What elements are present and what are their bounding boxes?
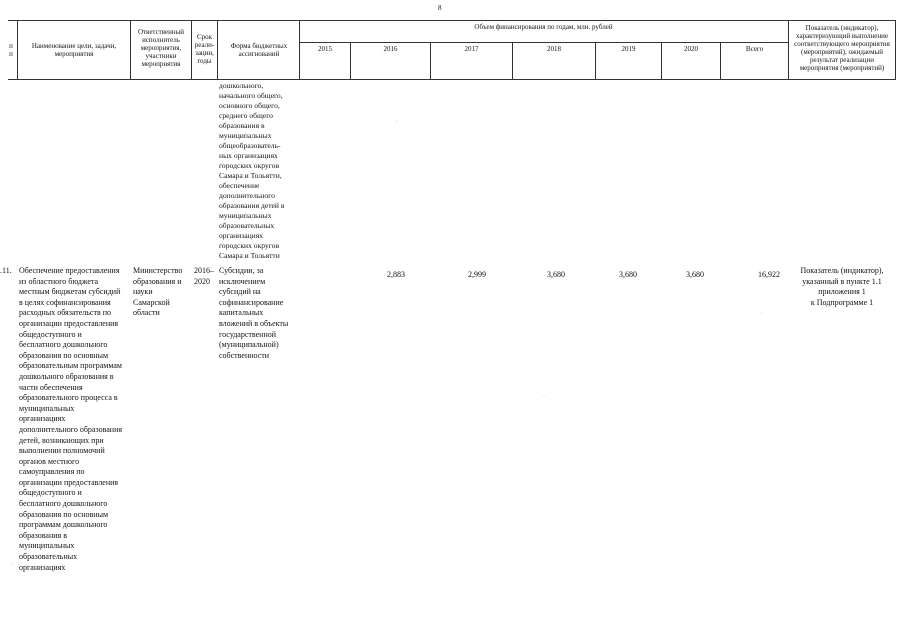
header-col-period: Срок реали-зации, годы bbox=[194, 33, 215, 65]
funding-subheader-line bbox=[299, 42, 788, 43]
header-col-indicator: Показатель (индикатор), характеризующий выполнение соответствующего мероприятия (мероприятий), ожидаемый результат реализации мероприятия (мероприятий) bbox=[794, 24, 890, 72]
header-funding-title: Объем финансирования по годам, млн. рублей bbox=[474, 23, 613, 31]
header-year-2016: 2016 bbox=[383, 45, 398, 53]
row-number: .11. bbox=[0, 266, 12, 275]
header-bottom-border bbox=[8, 79, 896, 80]
scan-speck: · bbox=[543, 394, 545, 400]
row-name: Обеспечение предоставления из областного бюджета местным бюджетам субсидий в целях софинансирования расходных обязательств по организации предоставления общедоступного и бесплатного дошкольного образования по основным образовательным программам дошкольного образования в части обеспечения образовательного процесса в муниципальных организациях дополнительного образования детей, возникающих при выполнении полномочий органов местного самоуправления по организации предоставления общедоступного и бесплатного дошкольного образования по основным программам дошкольного образования в муниципальных образовательных организациях bbox=[19, 266, 123, 572]
scan-speck: · bbox=[396, 119, 398, 125]
row-executor: Министерство образования и науки Самарской области bbox=[133, 266, 183, 318]
row-indicator: Показатель (индикатор), указанный в пункте 1.1 приложения 1 к Подпрограмме 1 bbox=[800, 266, 884, 307]
value-2018: 3,680 bbox=[547, 270, 565, 279]
header-year-total: Всего bbox=[745, 45, 764, 53]
header-col-form: Форма бюджетных ассигнований bbox=[230, 42, 288, 58]
header-col-number: п п bbox=[9, 42, 13, 58]
value-total: 16,922 bbox=[758, 270, 780, 279]
header-col-executor: Ответственный исполнитель мероприятия, участники мероприятия bbox=[137, 28, 185, 68]
header-col-name: Наименование цели, задачи, мероприятия bbox=[31, 42, 117, 58]
header-year-2020: 2020 bbox=[684, 45, 698, 53]
header-year-2019: 2019 bbox=[621, 45, 636, 53]
col-divider bbox=[895, 20, 896, 80]
header-top-border bbox=[8, 20, 896, 21]
scan-speck: · bbox=[12, 562, 14, 568]
continuation-form-text: дошкольного, начального общего, основного общего, среднего общего образования в муниципальных общеобразователь- ных организациях городских округов Самара и Тольятти, обеспечение дополнительного образования детей в муниципальных образовательных организациях городских округов Самара и Тольятти bbox=[219, 81, 285, 260]
row-form: Субсидии, за исключением субсидий на софинансирование капитальных вложений в объекты государственной (муниципальной) собственности bbox=[219, 266, 289, 360]
col-divider bbox=[17, 20, 18, 80]
header-year-2018: 2018 bbox=[547, 45, 561, 53]
col-divider bbox=[130, 20, 131, 80]
scan-speck: · bbox=[760, 310, 762, 316]
value-2017: 2,999 bbox=[468, 270, 486, 279]
col-divider bbox=[191, 20, 192, 80]
value-2016: 2,883 bbox=[387, 270, 405, 279]
header-year-2017: 2017 bbox=[464, 45, 479, 53]
row-period: 2016– 2020 bbox=[194, 266, 214, 286]
value-2020: 3,680 bbox=[686, 270, 704, 279]
value-2019: 3,680 bbox=[619, 270, 637, 279]
col-divider bbox=[217, 20, 218, 80]
page-number: 8 bbox=[438, 4, 442, 12]
col-divider bbox=[788, 20, 789, 80]
header-year-2015: 2015 bbox=[318, 45, 332, 53]
